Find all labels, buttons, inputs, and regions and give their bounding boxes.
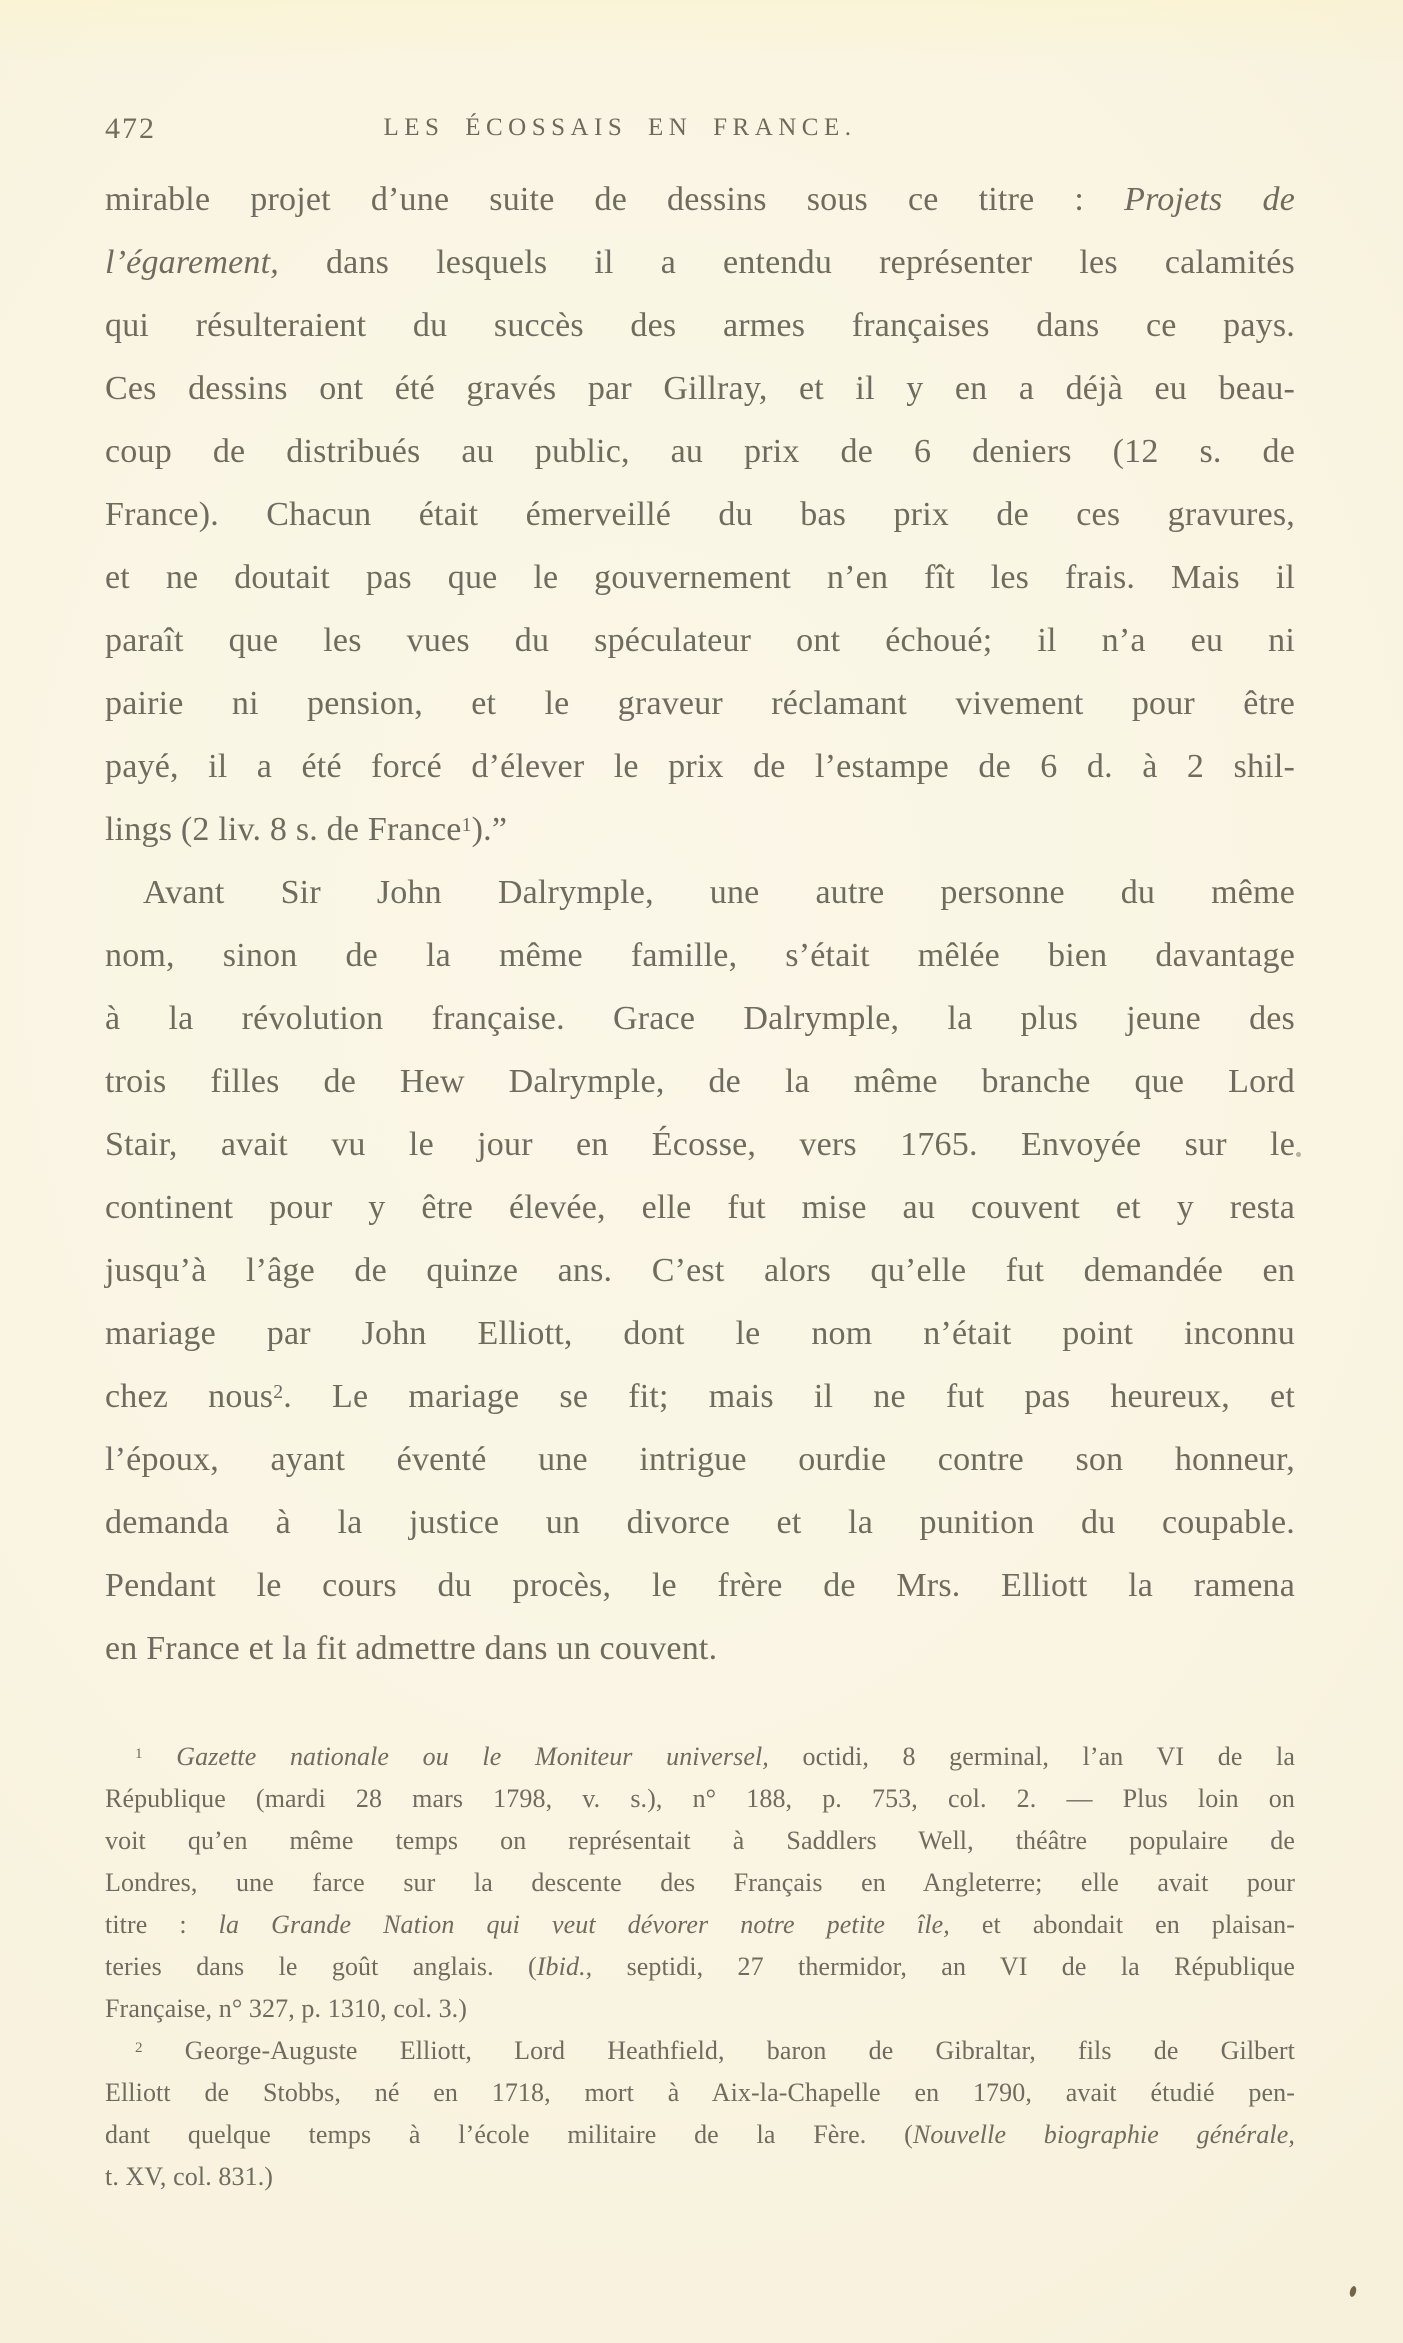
text-line: en France et la fit admettre dans un couvent. bbox=[105, 1630, 718, 1667]
text-line: payé, il a été forcé d’élever le prix de l’estampe de 6 d. à 2 shil- bbox=[105, 748, 1295, 785]
page-body bbox=[105, 168, 1295, 2198]
text-line: $^1$ Gazette nationale ou le Moniteur universel, octidi, 8 germinal, l’an VI de la bbox=[135, 1742, 1296, 1771]
text-line: Pendant le cours du procès, le frère de Mrs. Elliott la ramena bbox=[105, 1567, 1295, 1604]
text-line: teries dans le goût anglais. (Ibid., septidi, 27 thermidor, an VI de la République bbox=[105, 1952, 1295, 1981]
footnotes bbox=[105, 1736, 1295, 2198]
paragraph-1 bbox=[105, 168, 1295, 861]
text-line: dant quelque temps à l’école militaire de la Fère. (Nouvelle biographie générale, bbox=[105, 2120, 1295, 2149]
text-line: lings (2 liv. 8 s. de France$^1$).” bbox=[105, 811, 508, 848]
text-line: et ne doutait pas que le gouvernement n’en fît les frais. Mais il bbox=[105, 559, 1295, 596]
text-line: demanda à la justice un divorce et la punition du coupable. bbox=[105, 1504, 1295, 1541]
text-line: Elliott de Stobbs, né en 1718, mort à Aix-la-Chapelle en 1790, avait étudié pen- bbox=[105, 2078, 1295, 2107]
text-line: Londres, une farce sur la descente des Français en Angleterre; elle avait pour bbox=[105, 1868, 1295, 1897]
text-line: pairie ni pension, et le graveur réclamant vivement pour être bbox=[105, 685, 1295, 722]
text-line: coup de distribués au public, au prix de 6 deniers (12 s. de bbox=[105, 433, 1295, 470]
text-line: République (mardi 28 mars 1798, v. s.), n° 188, p. 753, col. 2. — Plus loin on bbox=[105, 1784, 1295, 1813]
text-line: Stair, avait vu le jour en Écosse, vers 1765. Envoyée sur le bbox=[105, 1126, 1295, 1163]
running-title: LES ÉCOSSAIS EN FRANCE. bbox=[383, 114, 857, 141]
text-line: titre : la Grande Nation qui veut dévorer notre petite île, et abondait en plaisan- bbox=[105, 1910, 1295, 1939]
text-line: mirable projet d’une suite de dessins sous ce titre : Projets de bbox=[105, 181, 1295, 218]
text-line: Française, n° 327, p. 1310, col. 3.) bbox=[105, 1994, 468, 2023]
text-line: trois filles de Hew Dalrymple, de la même branche que Lord bbox=[105, 1063, 1295, 1100]
footnote-1 bbox=[105, 1736, 1295, 2030]
text-line: chez nous$^2$. Le mariage se fit; mais il ne fut pas heureux, et bbox=[105, 1378, 1295, 1415]
text-line: France). Chacun était émerveillé du bas prix de ces gravures, bbox=[105, 496, 1295, 533]
scan-speck bbox=[1296, 1152, 1301, 1157]
text-line: qui résulteraient du succès des armes françaises dans ce pays. bbox=[105, 307, 1295, 344]
text-line: l’époux, ayant éventé une intrigue ourdie contre son honneur, bbox=[105, 1441, 1295, 1478]
page-number: 472 bbox=[105, 112, 156, 145]
text-line: mariage par John Elliott, dont le nom n’était point inconnu bbox=[105, 1315, 1295, 1352]
text-line: à la révolution française. Grace Dalrymple, la plus jeune des bbox=[105, 1000, 1295, 1037]
text-line: continent pour y être élevée, elle fut mise au couvent et y resta bbox=[105, 1189, 1295, 1226]
scan-speck bbox=[1349, 2285, 1358, 2297]
paragraph-2 bbox=[105, 861, 1295, 1680]
text-line: t. XV, col. 831.) bbox=[105, 2162, 274, 2191]
text-line: l’égarement, dans lesquels il a entendu représenter les calamités bbox=[105, 244, 1295, 281]
text-line: nom, sinon de la même famille, s’était mêlée bien davantage bbox=[105, 937, 1295, 974]
text-line: voit qu’en même temps on représentait à Saddlers Well, théâtre populaire de bbox=[105, 1826, 1295, 1855]
text-line: Ces dessins ont été gravés par Gillray, et il y en a déjà eu beau- bbox=[105, 370, 1295, 407]
page-header bbox=[105, 108, 1295, 152]
text-line: Avant Sir John Dalrymple, une autre personne du même bbox=[143, 874, 1295, 911]
text-line: jusqu’à l’âge de quinze ans. C’est alors qu’elle fut demandée en bbox=[105, 1252, 1295, 1289]
text-line: paraît que les vues du spéculateur ont échoué; il n’a eu ni bbox=[105, 622, 1295, 659]
text-line: $^2$ George-Auguste Elliott, Lord Heathfield, baron de Gibraltar, fils de Gilbert bbox=[135, 2036, 1295, 2065]
footnote-2 bbox=[105, 2030, 1295, 2198]
